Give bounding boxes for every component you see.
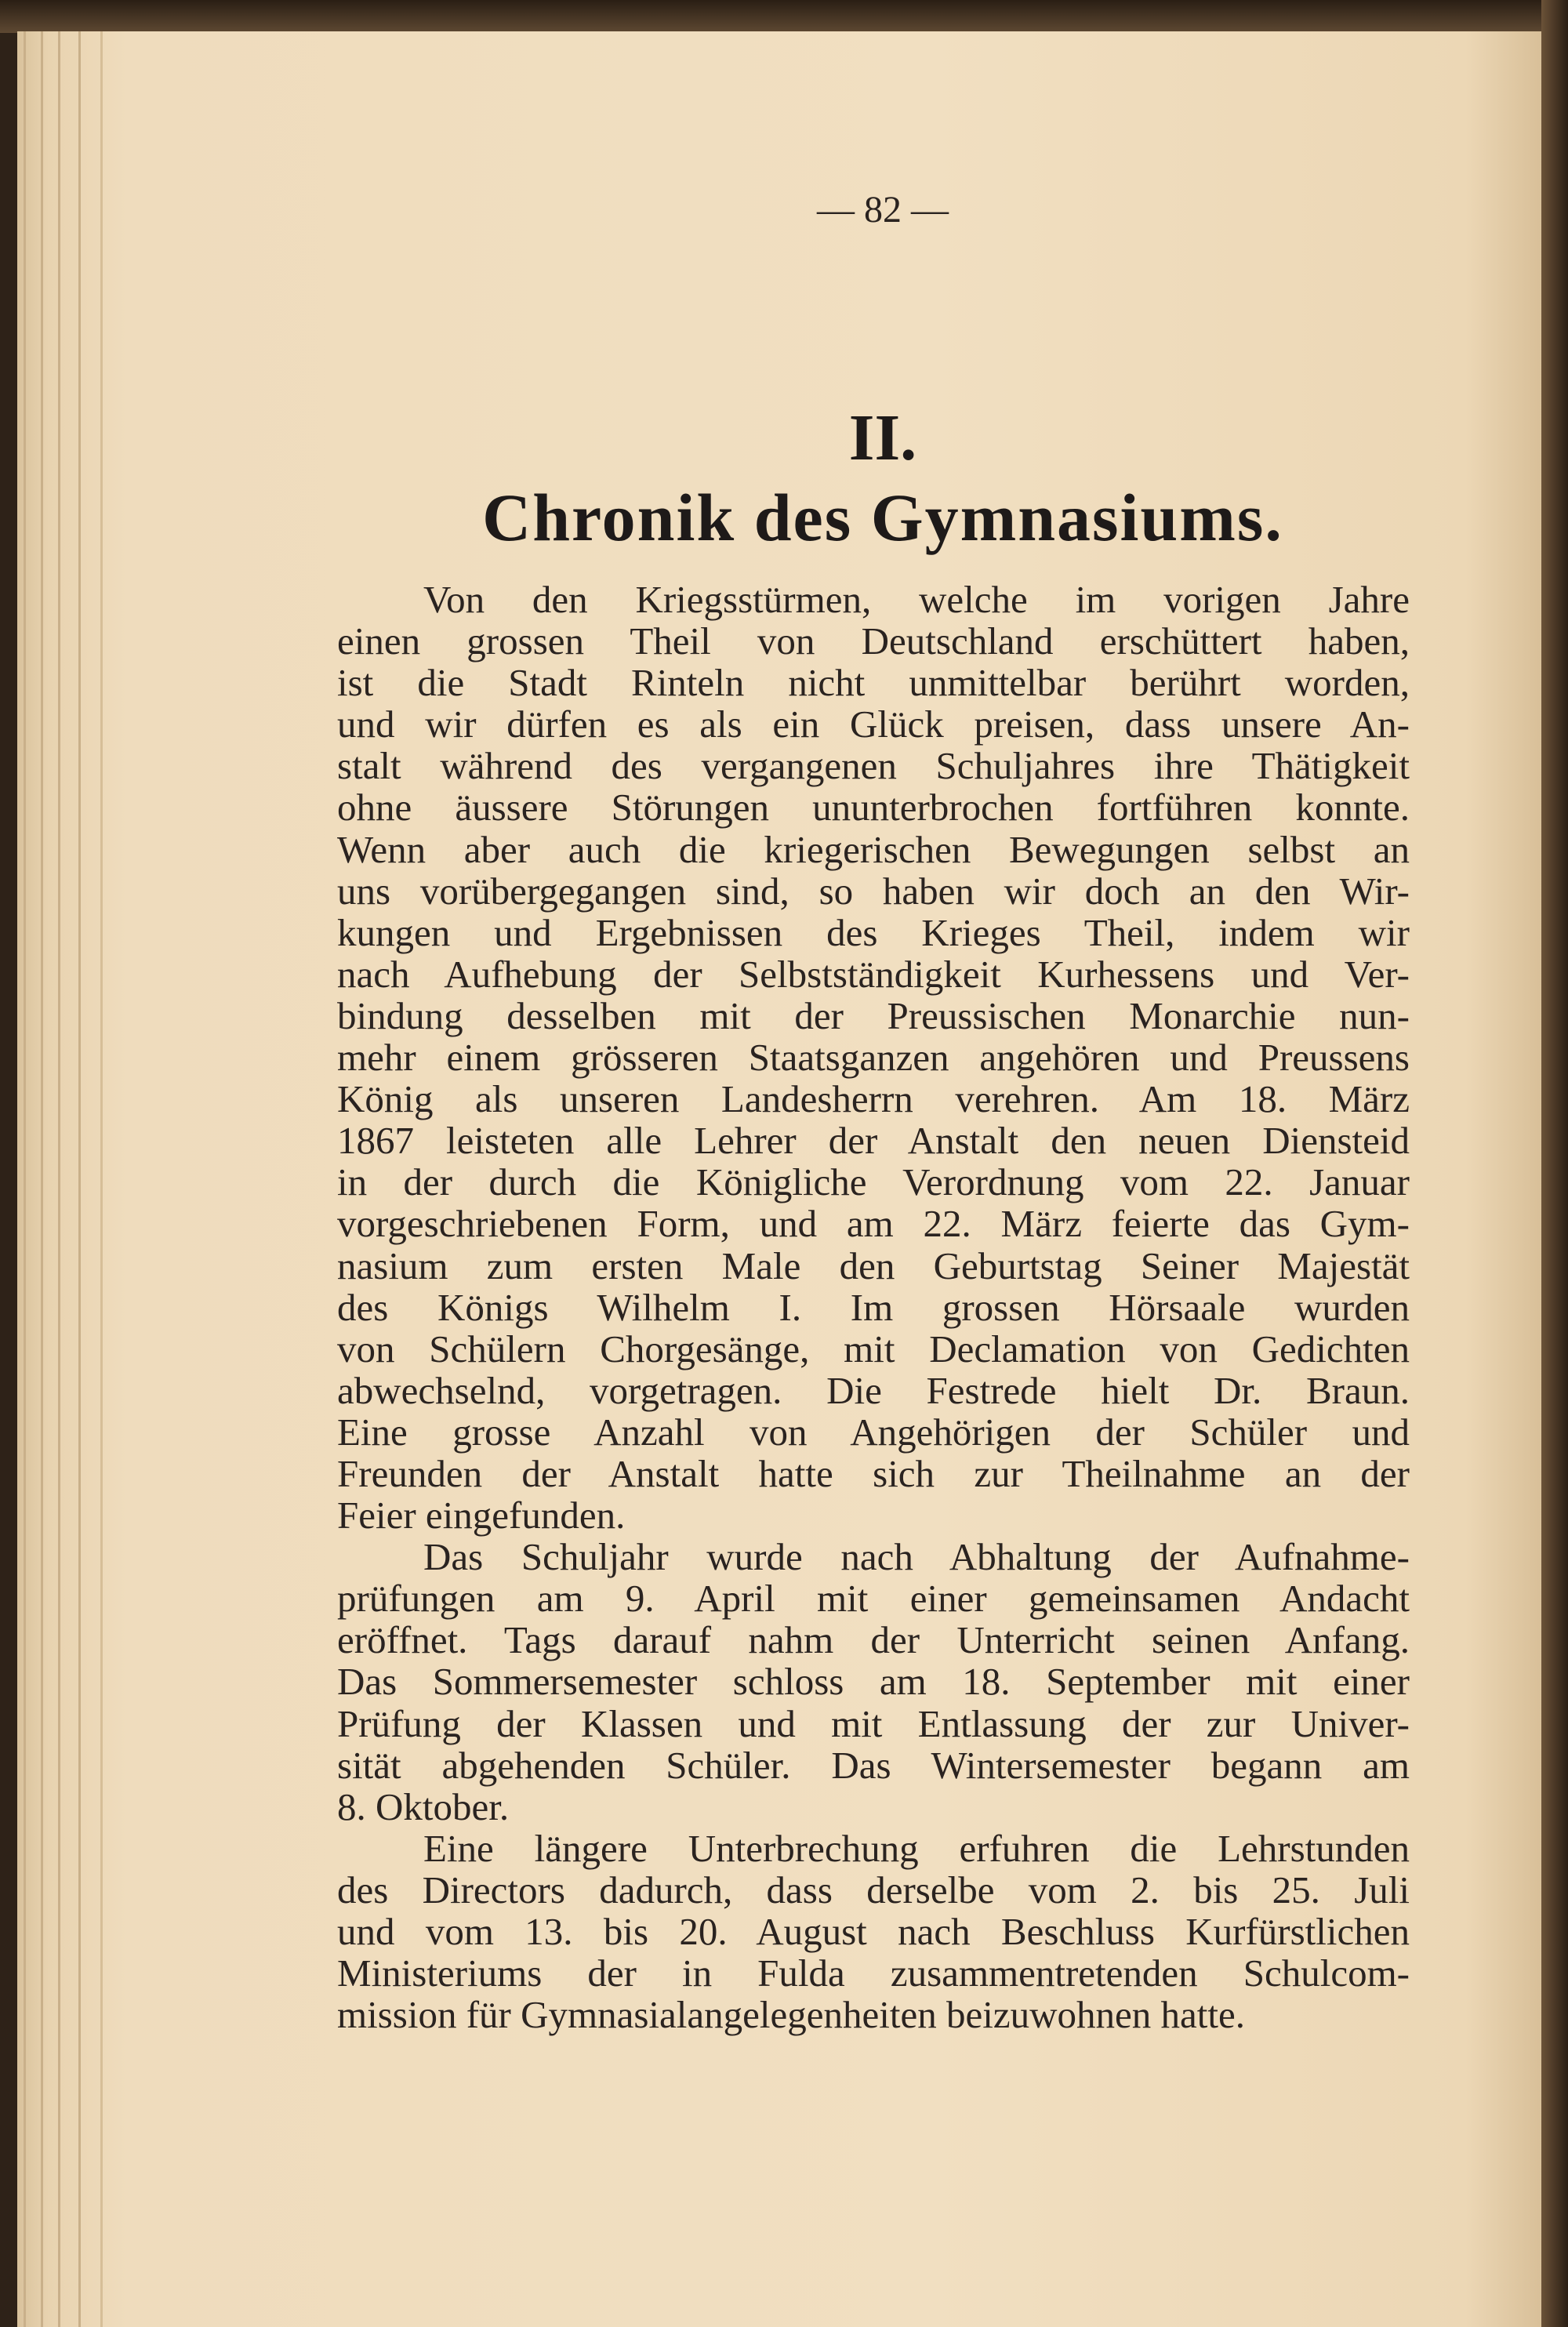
text-line: ohne äussere Störungen ununterbrochen fortführen konnte. xyxy=(337,786,1410,830)
text-line: 8. Oktober. xyxy=(337,1784,510,1828)
text-line: des Directors dadurch, dass derselbe vom 2. bis 25. Juli xyxy=(337,1868,1410,1911)
text-line: Wenn aber auch die kriegerischen Bewegungen selbst an xyxy=(337,827,1410,871)
text-line: König als unseren Landesherrn verehren. Am 18. März xyxy=(337,1077,1410,1121)
text-line: nasium zum ersten Male den Geburtstag Seiner Majestät xyxy=(337,1243,1410,1287)
text-line: Prüfung der Klassen und mit Entlassung der zur Univer- xyxy=(337,1701,1410,1745)
text-line: ist die Stadt Rinteln nicht unmittelbar berührt worden, xyxy=(337,661,1410,705)
text-line: uns vorübergegangen sind, so haben wir doch an den Wir- xyxy=(337,869,1410,913)
text-line: von Schülern Chorgesänge, mit Declamation von Gedichten xyxy=(337,1327,1410,1370)
page-stack-edge xyxy=(24,31,26,2327)
section-number: II. xyxy=(848,401,917,474)
text-line: Von den Kriegsstürmen, welche im vorigen Jahre xyxy=(423,578,1410,621)
page-stack-edge xyxy=(58,31,60,2327)
text-line: Feier eingefunden. xyxy=(337,1494,626,1537)
text-line: bindung desselben mit der Preussischen Monarchie nun- xyxy=(337,993,1410,1037)
body-text xyxy=(337,579,1410,2035)
text-line: mission für Gymnasialangelegenheiten beizuwohnen hatte. xyxy=(337,1993,1245,2037)
text-line: stalt während des vergangenen Schuljahres ihre Thätigkeit xyxy=(337,744,1410,788)
text-line: und vom 13. bis 20. August nach Beschluss Kurfürstlichen xyxy=(337,1910,1410,1953)
text-line: Das Sommersemester schloss am 18. September mit einer xyxy=(337,1660,1410,1704)
section-title: Chronik des Gymnasiums. xyxy=(482,480,1283,555)
text-line: nach Aufhebung der Selbstständigkeit Kurhessens und Ver- xyxy=(337,952,1410,996)
text-line: 1867 leisteten alle Lehrer der Anstalt den neuen Diensteid xyxy=(337,1119,1410,1163)
text-line: abwechselnd, vorgetragen. Die Festrede hielt Dr. Braun. xyxy=(337,1368,1410,1412)
text-line: kungen und Ergebnissen des Krieges Theil, indem wir xyxy=(337,910,1410,954)
text-line: Ministeriums der in Fulda zusammentretenden Schulcom- xyxy=(337,1951,1410,1995)
page-stack-edge xyxy=(100,31,103,2327)
text-line: eröffnet. Tags darauf nahm der Unterricht seinen Anfang. xyxy=(337,1618,1410,1662)
text-line: mehr einem grösseren Staatsganzen angehören und Preussens xyxy=(337,1036,1410,1080)
text-line: einen grossen Theil von Deutschland erschüttert haben, xyxy=(337,619,1410,663)
text-line: des Königs Wilhelm I. Im grossen Hörsaale wurden xyxy=(337,1285,1410,1329)
page-number: — 82 — xyxy=(817,189,949,231)
page-stack-edge xyxy=(78,31,81,2327)
text-line: und wir dürfen es als ein Glück preisen, dass unsere An- xyxy=(337,702,1410,746)
text-line: Freunden der Anstalt hatte sich zur Theilnahme an der xyxy=(337,1451,1410,1495)
text-line: in der durch die Königliche Verordnung vom 22. Januar xyxy=(337,1160,1410,1204)
text-line: Das Schuljahr wurde nach Abhaltung der Aufnahme- xyxy=(423,1535,1410,1579)
text-line: sität abgehenden Schüler. Das Wintersemester begann am xyxy=(337,1743,1410,1787)
scan-right-edge xyxy=(1541,0,1568,2327)
text-line: prüfungen am 9. April mit einer gemeinsamen Andacht xyxy=(337,1577,1410,1621)
text-line: vorgeschriebenen Form, und am 22. März feierte das Gym- xyxy=(337,1202,1410,1246)
page-stack-edge xyxy=(41,31,43,2327)
scan-top-edge xyxy=(0,0,1568,33)
text-line: Eine grosse Anzahl von Angehörigen der Schüler und xyxy=(337,1410,1410,1454)
text-line: Eine längere Unterbrechung erfuhren die Lehrstunden xyxy=(423,1826,1410,1870)
